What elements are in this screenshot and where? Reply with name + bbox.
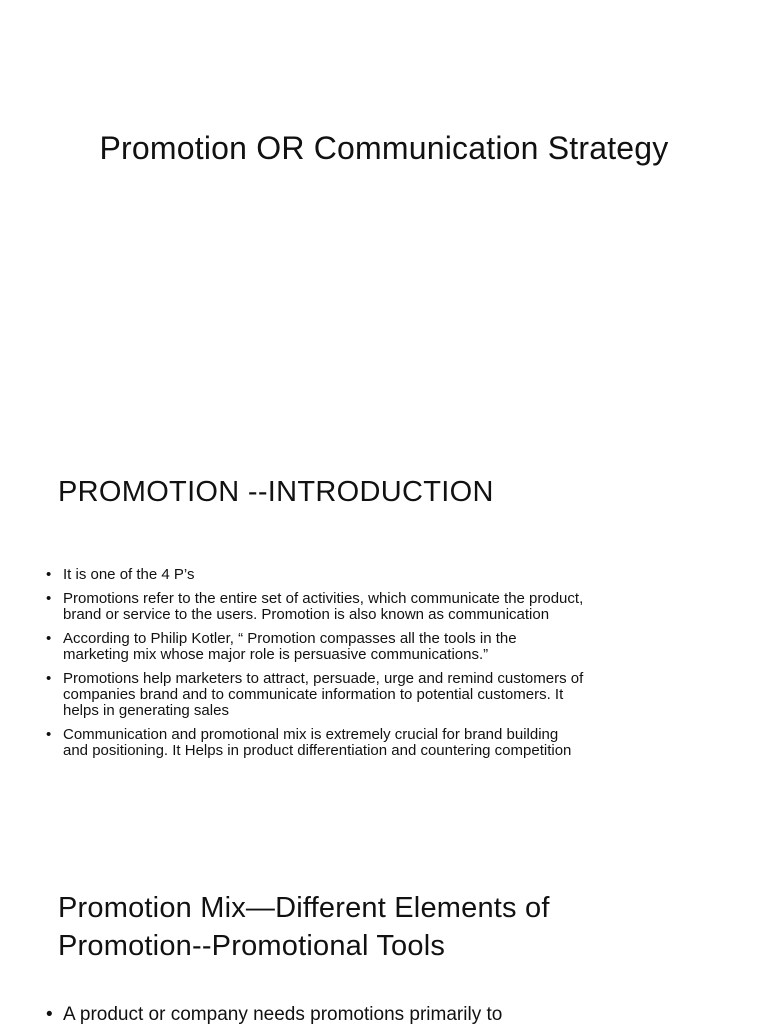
promotion-mix-heading	[58, 889, 550, 965]
bullet-icon: •	[46, 590, 52, 607]
bullet-icon: •	[46, 726, 52, 743]
bullet-text: Promotions refer to the entire set of activities, which communicate the product, brand or service to the users. Promotion is also known as communication	[63, 590, 584, 623]
list-item	[46, 591, 586, 623]
list-item	[46, 631, 586, 663]
list-item	[46, 1004, 686, 1026]
bullet-icon: •	[46, 566, 52, 583]
list-item	[46, 671, 586, 719]
list-item	[46, 567, 586, 583]
bullet-icon: •	[46, 630, 52, 647]
slide-title: Promotion OR Communication Strategy	[99, 130, 669, 166]
intro-bullet-list	[46, 567, 586, 767]
heading-line-2: Promotion--Promotional Tools	[58, 930, 446, 962]
promotion-mix-bullet-list	[46, 1004, 686, 1026]
list-item	[46, 727, 586, 759]
bullet-text: A product or company needs promotions primarily to	[63, 1004, 503, 1025]
bullet-text: According to Philip Kotler, “ Promotion compasses all the tools in the marketing mix whose major role is persuasive communications.”	[63, 630, 517, 663]
bullet-text: It is one of the 4 P’s	[63, 566, 195, 583]
bullet-icon: •	[46, 1004, 53, 1025]
bullet-text: Communication and promotional mix is extremely crucial for brand building and positioning. It Helps in product differentiation and countering competition	[63, 726, 572, 759]
intro-heading: PROMOTION --INTRODUCTION	[58, 476, 494, 508]
bullet-icon: •	[46, 670, 52, 687]
heading-line-1: Promotion Mix—Different Elements of	[58, 892, 550, 924]
bullet-text: Promotions help marketers to attract, persuade, urge and remind customers of companies brand and to communicate information to potential customers. It helps in generating sales	[63, 670, 584, 719]
